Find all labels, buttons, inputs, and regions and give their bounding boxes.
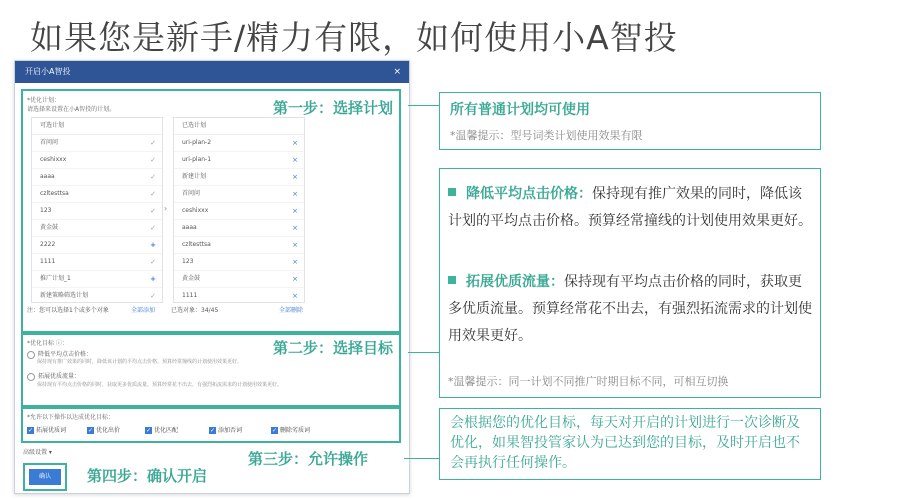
goal-item-2: 拓展优质流量：保持现有平均点击价格的同时，获取更多优质流量。预算经常花不出去，有强烈拓流需求的计划使用效果更好。 (448, 274, 812, 344)
box2-hint: *温馨提示：同一计划不同推广时期目标不同，可相互切换 (448, 375, 729, 388)
selected-plan-item[interactable]: 123 × (174, 254, 304, 271)
checkbox-checked-icon: ✓ (145, 427, 152, 434)
remove-icon[interactable]: × (292, 224, 298, 232)
add-icon[interactable]: + (150, 275, 156, 283)
radio-icon (27, 373, 35, 381)
available-plan-item[interactable]: aaaa ✓ (32, 169, 162, 186)
confirm-highlight (23, 463, 67, 491)
plan-section (21, 89, 401, 333)
selected-count: 已选对象：34/45 (171, 307, 219, 314)
dialog-header (15, 61, 409, 83)
plan-subtitle: 请选择来设置在小A智投的计划。 (27, 106, 116, 113)
box1-hint: *温馨提示：型号词类计划使用效果有限 (450, 129, 643, 142)
chevron-right-icon: › (164, 204, 168, 213)
goal-info-box (439, 168, 821, 398)
connector-line-1 (408, 105, 439, 106)
available-plan-item[interactable]: 推广计划_1 + (32, 271, 162, 288)
selected-plan-item[interactable]: 1111 × (174, 288, 304, 303)
step1-label: 第一步：选择计划 (272, 99, 393, 117)
selected-plan-item[interactable]: 新建计划 × (174, 169, 304, 186)
square-bullet-icon (448, 188, 456, 196)
goal-option1-desc: 保持现有推广效果的同时，降低该计划的平均点击价格。预算经常撞线的计划使用效果更好。 (37, 359, 243, 365)
delete-all-link[interactable]: 全部删除 (279, 307, 304, 314)
available-plan-item[interactable]: czltesttsa ✓ (32, 186, 162, 203)
step4-label: 第四步：确认开启 (87, 467, 208, 485)
plan-info-box (439, 92, 821, 150)
check-icon[interactable]: ✓ (150, 258, 156, 266)
plan-label: *优化计划： (27, 97, 61, 104)
goal-option-expand-traffic[interactable]: 拓展优质流量： (27, 371, 80, 381)
available-plan-item[interactable]: 123 ✓ (32, 203, 162, 220)
operation-info-box (439, 408, 821, 480)
selected-header: 已选计划 (174, 118, 304, 135)
remove-icon[interactable]: × (292, 156, 298, 164)
remove-icon[interactable]: × (292, 241, 298, 249)
checkbox-checked-icon: ✓ (87, 427, 94, 434)
goal-item-1: 降低平均点击价格：保持现有推广效果的同时，降低该计划的平均点击价格。预算经常撞线的计划使用效果更好。 (448, 186, 812, 229)
radio-icon (27, 351, 35, 359)
selected-plan-item[interactable]: uri-plan-2 × (174, 135, 304, 152)
checkbox-checked-icon: ✓ (271, 427, 278, 434)
remove-icon[interactable]: × (292, 190, 298, 198)
check-icon[interactable]: ✓ (150, 173, 156, 181)
goal-option2-desc: 保持现有平均点击价格的同时，获取更多优质流量。预算经常花不出去，有强烈拓流需求的计划使用效果更好。 (37, 382, 283, 388)
selected-plans-list (173, 117, 305, 303)
remove-icon[interactable]: × (292, 292, 298, 300)
allow-checkbox[interactable]: ✓ 优化匹配 (145, 427, 179, 434)
selected-plan-item[interactable]: 黄金鼓 × (174, 271, 304, 288)
connector-line-3 (404, 458, 439, 459)
selected-plan-item[interactable]: ceshixxx × (174, 203, 304, 220)
confirm-button[interactable]: 确认 (29, 469, 61, 485)
smart-bid-dialog (14, 60, 410, 494)
footer-note: 注：您可以选择1个或多个对象 (27, 307, 109, 314)
slide-title: 如果您是新手/精力有限，如何使用小A智投 (30, 18, 678, 57)
available-plan-item[interactable]: 新建策略筛选计划 ✓ (32, 288, 162, 303)
checkbox-checked-icon: ✓ (27, 427, 34, 434)
available-plan-item[interactable]: 首问问 ✓ (32, 135, 162, 152)
checkbox-checked-icon: ✓ (209, 427, 216, 434)
check-icon[interactable]: ✓ (150, 224, 156, 232)
check-icon[interactable]: ✓ (150, 207, 156, 215)
remove-icon[interactable]: × (292, 275, 298, 283)
goal-option-lower-cpc[interactable]: 降低平均点击价格： (27, 349, 92, 359)
available-plan-item[interactable]: ceshixxx ✓ (32, 152, 162, 169)
check-icon[interactable]: ✓ (150, 139, 156, 147)
goal-section (21, 333, 401, 407)
allow-checkbox[interactable]: ✓ 删除劣质词 (271, 427, 311, 434)
close-icon[interactable]: × (393, 67, 401, 77)
remove-icon[interactable]: × (292, 173, 298, 181)
check-icon[interactable]: ✓ (150, 190, 156, 198)
allow-checkbox[interactable]: ✓ 添加否词 (209, 427, 243, 434)
step3-label: 第三步：允许操作 (248, 450, 369, 468)
available-plan-item[interactable]: 黄金鼓 ✓ (32, 220, 162, 237)
goal-label: *优化目标 ⓘ： (27, 340, 68, 347)
selected-plan-item[interactable]: czltesttsa × (174, 237, 304, 254)
box3-text: 会根据您的优化目标，每天对开启的计划进行一次诊断及优化，如果智投管家认为已达到您的目标，及时开启也不会再执行任何操作。 (450, 415, 800, 471)
remove-icon[interactable]: × (292, 139, 298, 147)
allow-section (21, 407, 401, 443)
connector-line-2 (408, 352, 439, 353)
remove-icon[interactable]: × (292, 207, 298, 215)
allow-checkbox[interactable]: ✓ 优化出价 (87, 427, 121, 434)
selected-plan-item[interactable]: 首问问 × (174, 186, 304, 203)
available-plan-item[interactable]: 1111 ✓ (32, 254, 162, 271)
box1-title: 所有普通计划均可使用 (450, 102, 590, 118)
allow-label: *允许以下操作以达成优化目标： (27, 414, 115, 421)
check-icon[interactable]: ✓ (150, 292, 156, 300)
available-plans-list (31, 117, 163, 303)
dialog-title: 开启小A智投 (25, 67, 71, 76)
available-header: 可选计划 (32, 118, 162, 135)
remove-icon[interactable]: × (292, 258, 298, 266)
available-plan-item[interactable]: 2222 + (32, 237, 162, 254)
square-bullet-icon (448, 276, 456, 284)
plan-footer (27, 305, 395, 317)
step2-label: 第二步：选择目标 (272, 339, 393, 357)
selected-plan-item[interactable]: uri-plan-1 × (174, 152, 304, 169)
check-icon[interactable]: ✓ (150, 156, 156, 164)
advanced-settings-toggle[interactable]: 高级设置 ▾ (23, 449, 52, 456)
allow-checkbox[interactable]: ✓ 拓展优质词 (27, 427, 67, 434)
selected-plan-item[interactable]: aaaa × (174, 220, 304, 237)
add-all-link[interactable]: 全部添加 (131, 307, 156, 314)
add-icon[interactable]: + (150, 241, 156, 249)
